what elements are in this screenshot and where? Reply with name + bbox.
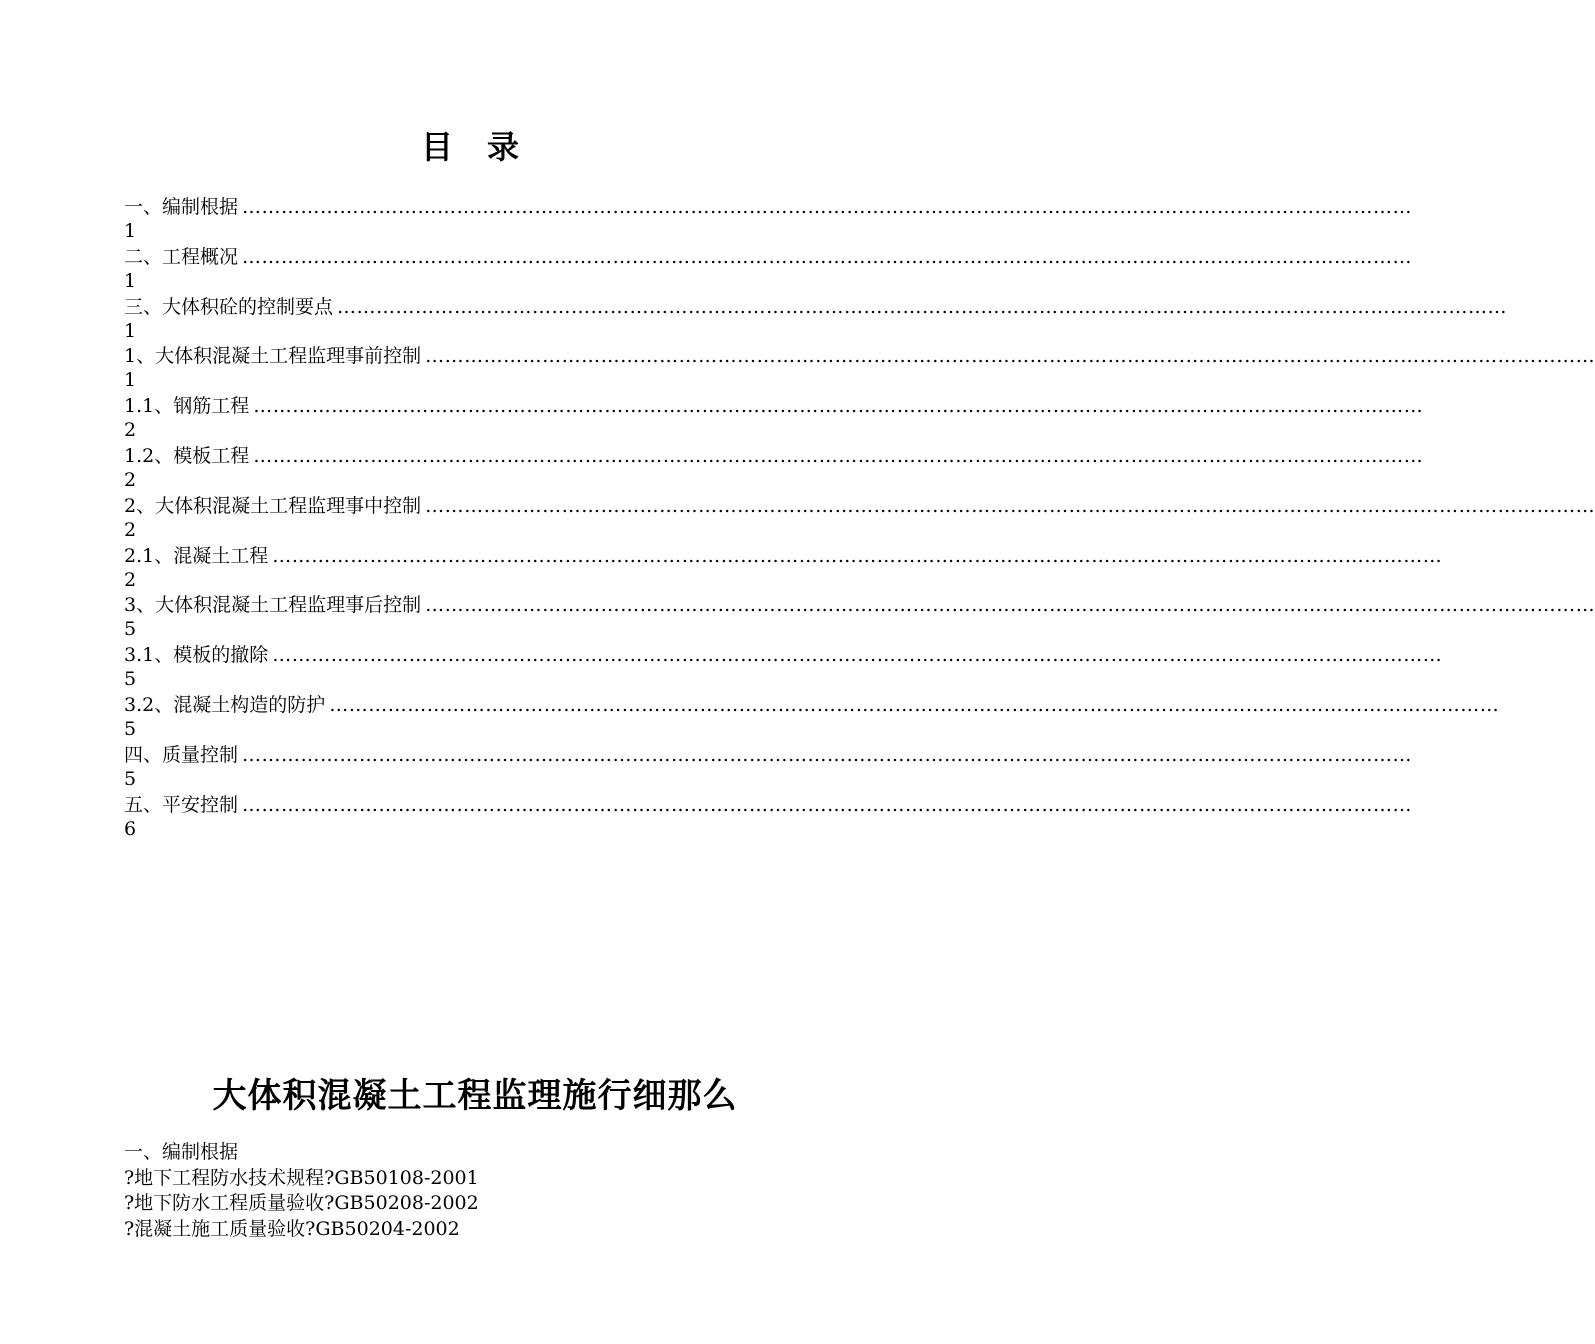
toc-entry-label: 五、平安控制 bbox=[124, 793, 239, 816]
toc-entry-label: 3.1、模板的撤除 bbox=[124, 644, 269, 667]
toc-entry[interactable] bbox=[124, 493, 1595, 543]
toc-entry-page: 2 bbox=[124, 568, 137, 591]
toc-leader-dots: ……………………………………………………………………………………………………………………………………………………………… bbox=[272, 644, 1443, 667]
toc-entry[interactable] bbox=[124, 642, 1443, 692]
toc-entry-label: 3.2、混凝土构造的防护 bbox=[124, 693, 326, 716]
toc-entry-page: 5 bbox=[124, 618, 137, 641]
toc-entry-label: 2、大体积混凝土工程监理事中控制 bbox=[124, 494, 422, 517]
toc-entry[interactable] bbox=[124, 792, 1413, 842]
table-of-contents bbox=[124, 194, 1595, 841]
toc-entry[interactable] bbox=[124, 443, 1424, 493]
toc-entry[interactable] bbox=[124, 692, 1500, 742]
toc-entry[interactable] bbox=[124, 543, 1443, 593]
toc-entry[interactable] bbox=[124, 294, 1508, 344]
toc-leader-dots: ……………………………………………………………………………………………………………………………………………………………… bbox=[272, 544, 1443, 567]
toc-entry-page: 5 bbox=[124, 668, 137, 691]
toc-title: 目录 bbox=[420, 128, 553, 166]
toc-leader-dots: ……………………………………………………………………………………………………………………………………………………………… bbox=[253, 444, 1424, 467]
toc-leader-dots: ……………………………………………………………………………………………………………………………………………………………… bbox=[425, 494, 1595, 517]
toc-entry[interactable] bbox=[124, 194, 1413, 244]
toc-entry-label: 1.2、模板工程 bbox=[124, 444, 250, 467]
toc-entry-label: 3、大体积混凝土工程监理事后控制 bbox=[124, 594, 422, 617]
toc-entry-page: 1 bbox=[124, 269, 137, 292]
toc-entry-page: 1 bbox=[124, 369, 137, 392]
reference-line: ?地下防水工程质量验收?GB50208-2002 bbox=[124, 1192, 479, 1214]
toc-entry[interactable] bbox=[124, 592, 1595, 642]
toc-entry-label: 四、质量控制 bbox=[124, 743, 239, 766]
document-title: 大体积混凝土工程监理施行细那么 bbox=[212, 1076, 738, 1116]
toc-entry-page: 2 bbox=[124, 468, 137, 491]
toc-entry-label: 1、大体积混凝土工程监理事前控制 bbox=[124, 345, 422, 368]
toc-entry-page: 2 bbox=[124, 518, 137, 541]
toc-entry-page: 1 bbox=[124, 319, 137, 342]
toc-leader-dots: ……………………………………………………………………………………………………………………………………………………………… bbox=[425, 594, 1595, 617]
toc-entry-label: 三、大体积砼的控制要点 bbox=[124, 295, 334, 318]
toc-entry[interactable] bbox=[124, 742, 1413, 792]
toc-entry[interactable] bbox=[124, 244, 1413, 294]
document-body bbox=[124, 1140, 826, 1242]
toc-entry-label: 1.1、钢筋工程 bbox=[124, 395, 250, 418]
toc-leader-dots: ……………………………………………………………………………………………………………………………………………………………… bbox=[242, 743, 1413, 766]
reference-line: ?地下工程防水技术规程?GB50108-2001 bbox=[124, 1166, 479, 1189]
toc-leader-dots: ……………………………………………………………………………………………………………………………………………………………… bbox=[329, 693, 1500, 716]
toc-entry-page: 1 bbox=[124, 220, 137, 242]
toc-entry-label: 一、编制根据 bbox=[124, 196, 239, 218]
toc-entry[interactable] bbox=[124, 343, 1595, 393]
toc-entry-page: 2 bbox=[124, 419, 137, 442]
toc-leader-dots: ……………………………………………………………………………………………………………………………………………………………… bbox=[242, 245, 1413, 268]
toc-entry-page: 5 bbox=[124, 717, 137, 740]
toc-entry-label: 2.1、混凝土工程 bbox=[124, 544, 269, 567]
toc-entry-page: 6 bbox=[124, 817, 137, 840]
toc-leader-dots: ……………………………………………………………………………………………………………………………………………………………… bbox=[242, 793, 1413, 816]
toc-entry[interactable] bbox=[124, 393, 1424, 443]
toc-leader-dots: ……………………………………………………………………………………………………………………………………………………………… bbox=[337, 295, 1508, 318]
toc-entry-page: 5 bbox=[124, 767, 137, 790]
reference-line: ?混凝土施工质量验收?GB50204-2002 bbox=[124, 1217, 460, 1240]
toc-leader-dots: ……………………………………………………………………………………………………………………………………………………………… bbox=[425, 345, 1595, 368]
toc-entry-label: 二、工程概况 bbox=[124, 245, 239, 268]
toc-leader-dots: ……………………………………………………………………………………………………………………………………………………………… bbox=[253, 395, 1424, 418]
toc-leader-dots: ……………………………………………………………………………………………………………………………………………………………… bbox=[242, 196, 1413, 218]
section-heading: 一、编制根据 bbox=[124, 1141, 239, 1163]
